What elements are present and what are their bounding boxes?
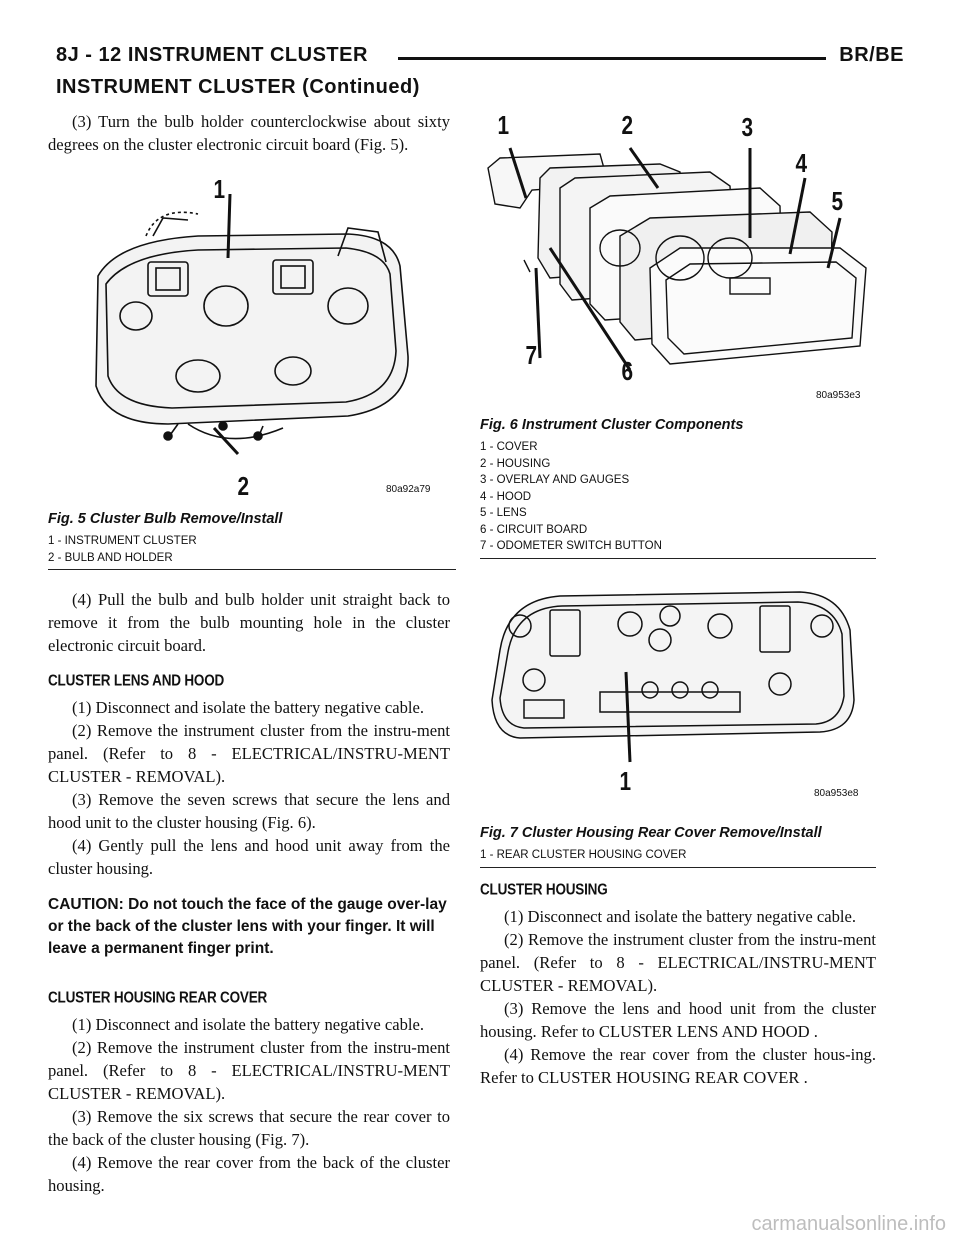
- figure-6: [480, 108, 876, 559]
- fig7-caption: Fig. 7 Cluster Housing Rear Cover Remove/Install: [480, 825, 822, 841]
- fig5-callout-2: 2: [237, 471, 250, 501]
- header-section-title: 8J - 12 INSTRUMENT CLUSTER: [56, 44, 368, 66]
- fig6-callout-3: 3: [741, 112, 754, 142]
- continued-heading: INSTRUMENT CLUSTER (Continued): [56, 76, 420, 98]
- legend-item: 1 - COVER: [480, 441, 538, 453]
- fig7-image-id: 80a953e8: [814, 788, 859, 799]
- figure-7: [480, 580, 876, 868]
- rear-step: (4) Remove the rear cover from the back of the cluster housing.: [48, 1153, 450, 1195]
- left-column-body: [48, 588, 450, 1197]
- header-rule: [398, 57, 826, 60]
- right-column-body: [480, 874, 876, 1089]
- lens-step: (2) Remove the instrument cluster from the instru-ment panel. (Refer to 8 - ELECTRICAL/INSTRU-MENT CLUSTER - REMOVAL).: [48, 721, 450, 786]
- figure-6-illustration: [480, 108, 876, 408]
- figure-5-illustration: [48, 166, 456, 506]
- section-heading-housing: CLUSTER HOUSING: [480, 880, 608, 899]
- fig5-image-id: 80a92a79: [386, 484, 431, 495]
- lens-step: (3) Remove the seven screws that secure the lens and hood unit to the cluster housing (Fig. 6).: [48, 790, 450, 832]
- fig6-callout-1: 1: [497, 110, 510, 140]
- fig6-legend: [480, 439, 876, 555]
- housing-step: (2) Remove the instrument cluster from the instru-ment panel. (Refer to 8 - ELECTRICAL/INSTRU-MENT CLUSTER - REMOVAL).: [480, 930, 876, 995]
- legend-item: 2 - HOUSING: [480, 457, 551, 470]
- legend-item: 5 - LENS: [480, 507, 527, 519]
- footer-watermark: carmanualsonline.info: [751, 1213, 946, 1235]
- fig6-caption: Fig. 6 Instrument Cluster Components: [480, 417, 744, 433]
- housing-step: (1) Disconnect and isolate the battery negative cable.: [504, 907, 857, 926]
- rear-step: (1) Disconnect and isolate the battery negative cable.: [72, 1015, 425, 1034]
- left-column: [48, 110, 450, 156]
- rear-step: (2) Remove the instrument cluster from the instru-ment panel. (Refer to 8 - ELECTRICAL/INSTRU-MENT CLUSTER - REMOVAL).: [48, 1038, 450, 1103]
- paragraph: (3) Turn the bulb holder counterclockwise about sixty degrees on the cluster electronic circuit board (Fig. 5).: [48, 112, 450, 154]
- fig6-rule: [480, 558, 876, 559]
- housing-step: (3) Remove the lens and hood unit from the cluster housing. Refer to CLUSTER LENS AND HOOD .: [480, 999, 876, 1041]
- section-heading-lens-hood: CLUSTER LENS AND HOOD: [48, 671, 225, 690]
- fig5-caption: Fig. 5 Cluster Bulb Remove/Install: [48, 511, 283, 527]
- housing-step: (4) Remove the rear cover from the cluster hous-ing. Refer to CLUSTER HOUSING REAR COVER .: [480, 1045, 876, 1087]
- page-header: [56, 44, 904, 72]
- fig7-rule: [480, 867, 876, 868]
- section-heading-rear-cover: CLUSTER HOUSING REAR COVER: [48, 988, 268, 1007]
- fig6-callout-7: 7: [525, 340, 538, 370]
- fig5-callout-1: 1: [213, 174, 226, 204]
- legend-item: 1 - INSTRUMENT CLUSTER: [48, 535, 197, 547]
- fig6-callout-2: 2: [621, 110, 634, 140]
- legend-item: 7 - ODOMETER SWITCH BUTTON: [480, 540, 662, 552]
- figure-7-illustration: [480, 580, 876, 812]
- fig5-rule: [48, 569, 456, 570]
- legend-item: 1 - REAR CLUSTER HOUSING COVER: [480, 849, 687, 861]
- legend-item: 2 - BULB AND HOLDER: [48, 551, 173, 564]
- fig6-image-id: 80a953e3: [816, 390, 861, 401]
- fig5-legend: [48, 533, 456, 566]
- fig6-callout-5: 5: [831, 186, 844, 216]
- legend-item: 6 - CIRCUIT BOARD: [480, 523, 588, 536]
- lens-step: (4) Gently pull the lens and hood unit away from the cluster housing.: [48, 836, 450, 878]
- caution-note: CAUTION: Do not touch the face of the gauge over-lay or the back of the cluster lens with your finger. It will leave a permanent finger print.: [48, 896, 447, 957]
- fig7-callout-1: 1: [619, 766, 632, 796]
- fig6-callout-6: 6: [621, 356, 634, 386]
- legend-item: 3 - OVERLAY AND GAUGES: [480, 474, 630, 486]
- fig7-legend: [480, 847, 876, 864]
- paragraph: (4) Pull the bulb and bulb holder unit straight back to remove it from the bulb mounting hole in the cluster electronic circuit board.: [48, 590, 450, 655]
- fig6-callout-4: 4: [795, 148, 808, 178]
- figure-5: [48, 166, 456, 570]
- legend-item: 4 - HOOD: [480, 490, 532, 503]
- lens-step: (1) Disconnect and isolate the battery negative cable.: [72, 698, 425, 717]
- header-model-code: BR/BE: [839, 44, 904, 66]
- rear-step: (3) Remove the six screws that secure the rear cover to the back of the cluster housing (Fig. 7).: [48, 1107, 450, 1149]
